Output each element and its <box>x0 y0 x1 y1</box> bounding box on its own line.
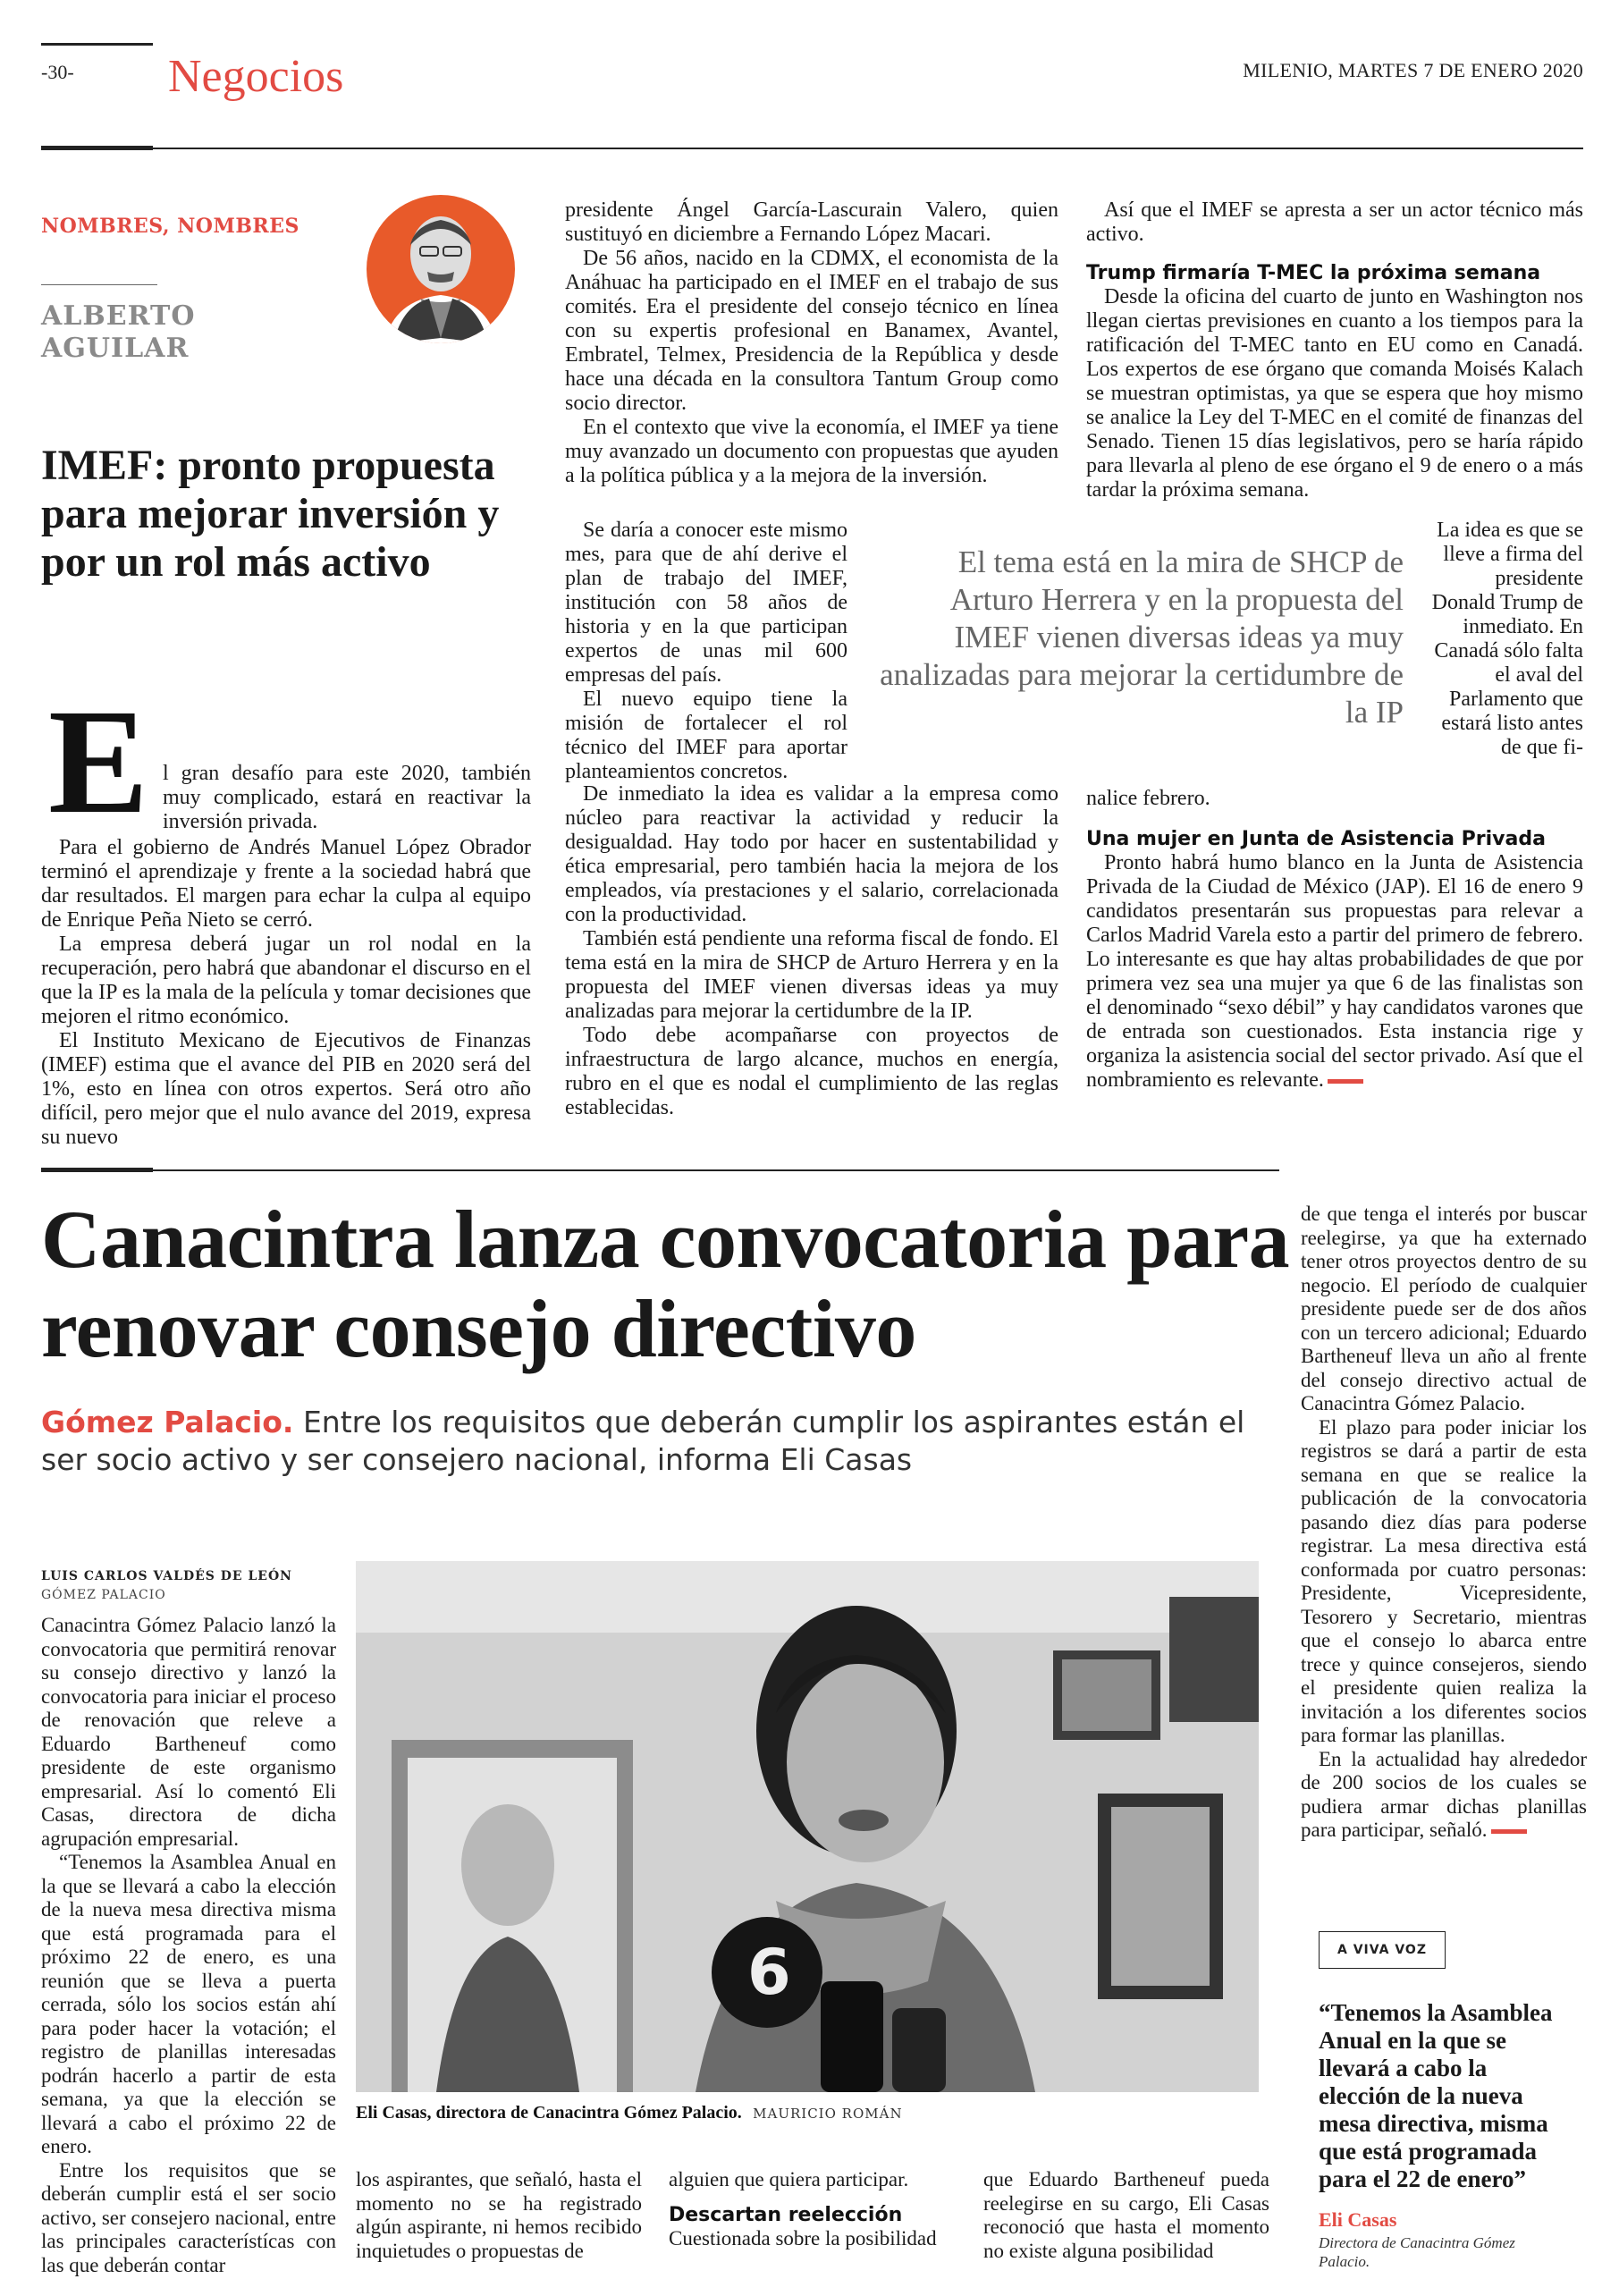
photo-credit: MAURICIO ROMÁN <box>753 2106 903 2122</box>
paragraph: También está pendiente una reforma fiscal de fondo. El tema está en la mira de SHCP de Arturo Herrera y en la propuesta del IMEF vienen diversas ideas ya muy analizadas para mejorar la certidumbre de la IP. <box>565 927 1058 1023</box>
column-col3-top <box>1086 198 1583 502</box>
viva-voz-role: Directora de Canacintra Gómez Palacio. <box>1319 2234 1515 2270</box>
column-col3-bottom <box>1086 787 1583 1093</box>
paragraph: Todo debe acompañarse con proyectos de infraestructura de largo alcance, muchos en energía, rubro en el que es nodal el cumplimiento de las reglas establecidas. <box>565 1024 1058 1119</box>
column-col3-narrow <box>1429 519 1583 760</box>
paragraph: Para el gobierno de Andrés Manuel López Obrador terminó el aprendizaje y frente a la sociedad habrá que dar resultados. El margen para echar la culpa al equipo de Enrique Peña Nieto se cerró. <box>41 836 531 932</box>
paragraph: Desde la oficina del cuarto de junto en Washington nos llegan ciertas previsiones en cuanto a los tiempos para la ratificación del T-MEC tanto en EU como en Canadá. Los expertos de ese órgano que comanda Moisés Kalach se muestran optimistas, ya que se espera que hoy mismo se analice la Ley del T-MEC en el comité de finanzas del Senado. Tienen 15 días legislativos, pero se haría rápido para llevarla al pleno de ese órgano el 9 de enero o a más tardar la próxima semana. <box>1086 285 1583 502</box>
paragraph-text: Pronto habrá humo blanco en la Junta de Asistencia Privada de la Ciudad de México (JAP). El 16 de enero 9 candidatos presentarán sus propuestas para relevar a Carlos Madrid Varela esto a partir del primero de febrero. Lo interesante es que hay altas probabilidades de que por primera vez sea una mujer ya que 6 de las finalistas son el denominado “sexo débil” y hay candidatos varones que de entrada son cuestionados. Esta instancia rige y organiza la asistencia social del sector privado. Así que el nombramiento es relevante. <box>1086 851 1583 1092</box>
pull-quote: El tema está en la mira de SHCP de Arturo Herrera y en la propuesta del IMEF vienen diversas ideas ya muy analizadas para mejorar la certidumbre de la IP <box>880 544 1404 730</box>
paragraph: Canacintra Gómez Palacio lanzó la convocatoria que permitirá renovar su consejo directivo y lanzó la convocatoria para iniciar el proceso de renovación que releve a Eduardo Bartheneuf como presidente de este organismo empresarial. Así lo comentó Eli Casas, directora de dicha agrupación empresarial. <box>41 1614 336 1850</box>
dek-text: Entre los requisitos que deberán cumplir los aspirantes están el ser socio activo y ser consejero nacional, informa Eli Casas <box>41 1405 1245 1477</box>
paragraph: alguien que quiera participar. <box>669 2168 909 2190</box>
drop-cap: E <box>48 679 149 845</box>
story-col3 <box>669 2168 957 2250</box>
story-col1 <box>41 1614 336 2277</box>
viva-voz-name: Eli Casas <box>1319 2208 1397 2231</box>
svg-text:6: 6 <box>747 1936 791 2009</box>
paragraph: l gran desafío para este 2020, también muy complicado, estará en reactivar la inversión privada. <box>163 762 531 833</box>
subhead-reeleccion: Descartan reelección <box>669 2203 903 2226</box>
paragraph: De 56 años, nacido en la CDMX, el economista de la Anáhuac ha participado en el IMEF en el trabajo de sus comités. Era el presidente del consejo técnico en línea con su expertis profesional en Banamex, Avantel, Embratel, Telmex, Presidencia de la República y desde hace una década en la consultora Tantum Group como socio director. <box>565 247 1058 415</box>
author-last: AGUILAR <box>41 333 190 364</box>
paragraph: presidente Ángel García-Lascurain Valero, quien sustituyó en diciembre a Fernando López Macari. <box>565 198 1058 246</box>
column-col1-lead <box>163 762 531 834</box>
paragraph <box>1086 851 1583 1093</box>
paragraph <box>1301 1748 1587 1843</box>
column-headline: IMEF: pronto propuesta para mejorar inversión y por un rol más activo <box>41 442 500 586</box>
end-mark <box>1328 1079 1363 1084</box>
header-rule-short <box>41 43 153 46</box>
viva-voz-quote: “Tenemos la Asamblea Anual en la que se llevará a cabo la elección de la nueva mesa directiva, misma que está programada para el 22 de enero” <box>1319 1999 1553 2192</box>
paragraph: Entre los requisitos que se deberán cumplir está el ser socio activo, ser consejero nacional, entre las principales característícas con las que deberán contar <box>41 2158 336 2276</box>
subhead-tmec: Trump firmaría T-MEC la próxima semana <box>1086 262 1541 284</box>
subhead-jap: Una mujer en Junta de Asistencia Privada <box>1086 828 1546 850</box>
column-col2-narrow <box>565 519 847 784</box>
story-photo <box>356 1561 1259 2092</box>
story-col4 <box>983 2168 1269 2263</box>
masthead-date: MILENIO, MARTES 7 DE ENERO 2020 <box>1243 59 1583 81</box>
paragraph: La empresa deberá jugar un rol nodal en la recuperación, pero habrá que abandonar el discurso en el que la IP es la mala de la película y tomar decisiones que mejoren el ritmo económico. <box>41 933 531 1028</box>
paragraph: El plazo para poder iniciar los registros se dará a partir de esta semana en que se realice la publicación de la convocatoria pasando diez días para poderse registrar. La mesa directiva está conformada por cuatro personas: Presidente, Vicepresidente, Tesorero y Secretario, mientras que el consejo lo abarca entre trece y quince consejeros, siendo el presidente quien realiza la invitación a los diferentes socios para formar las planillas. <box>1301 1415 1587 1746</box>
paragraph: los aspirantes, que señaló, hasta el momento no se ha registrado algún aspirante, ni hemos recibido inquietudes o propuestas de <box>356 2168 642 2262</box>
header-rule-short-bottom <box>41 146 153 150</box>
paragraph: que Eduardo Bartheneuf pueda reelegirse en su cargo, Eli Casas reconoció que hasta el momento no existe alguna posibilidad <box>983 2168 1269 2262</box>
photo-illustration <box>356 1561 1259 2092</box>
paragraph: “Tenemos la Asamblea Anual en la que se llevará a cabo la elección de la nueva mesa directiva misma que está programada para el próximo 22 de enero, es una reunión que se lleva a puerta cerrada, sólo los socios están ahí para poder hacer la votación; el registro de planillas interesadas podrán hacerlo a partir de esta semana, ya que la elección se llevará a cabo el próximo 22 de enero. <box>41 1851 336 2157</box>
story-side-col <box>1301 1203 1587 1843</box>
story-top-rule <box>41 1169 1279 1171</box>
story-dek <box>41 1404 1279 1479</box>
paragraph: Se daría a conocer este mismo mes, para que de ahí derive el plan de trabajo del IMEF, institución con 58 años de historia y en la que participan expertos de unas mil 600 empresas del país. <box>565 519 847 687</box>
column-col2-bottom <box>565 782 1058 1120</box>
paragraph-text: En la actualidad hay alrededor de 200 socios de los cuales se pudiera armar dichas planillas para participar, señaló. <box>1301 1747 1587 1841</box>
story-top-rule-short <box>41 1168 153 1172</box>
paragraph: El Instituto Mexicano de Ejecutivos de Finanzas (IMEF) estima que el avance del PIB en 2020 será del 1%, esto en línea con otros expertos. Será otro año difícil, pero mejor que el nulo avance del 2019, expresa su nuevo <box>41 1029 531 1149</box>
author-name <box>41 300 195 365</box>
viva-voz-label: A VIVA VOZ <box>1319 1931 1446 1969</box>
story-headline: Canacintra lanza convocatoria para renovar consejo directivo <box>41 1194 1290 1374</box>
photo-caption-line <box>356 2101 1259 2123</box>
column-kicker: NOMBRES, NOMBRES <box>41 215 299 238</box>
page-number: -30- <box>41 61 74 83</box>
dek-place: Gómez Palacio. <box>41 1405 294 1439</box>
paragraph: De inmediato la idea es validar a la empresa como núcleo para reactivar la actividad y reducir la desigualdad. Hay todo por hacer en sustentabilidad y ética empresarial, pero también hacia la mejora de los empleados, vía prestaciones y el salario, correlacionada con la productividad. <box>565 782 1058 926</box>
paragraph: Así que el IMEF se apresta a ser un actor técnico más activo. <box>1086 198 1583 246</box>
author-portrait-illustration <box>367 195 515 343</box>
paragraph: de que tenga el interés por buscar reelegirse, ya que ha externado tener otros proyectos dentro de su negocio. El período de cualquier presidente puede ser de dos años con un tercero adicional; Eduardo Bartheneuf lleva un año al frente del consejo directivo actual de Canacintra Gómez Palacio. <box>1301 1203 1587 1414</box>
paragraph: nalice febrero. <box>1086 787 1210 810</box>
story-col2 <box>356 2168 642 2263</box>
paragraph: La idea es que se lleve a firma del presidente Donald Trump de inmediato. En Canadá sólo falta el aval del Parlamento que estará listo antes de que fi- <box>1431 519 1583 759</box>
dateline: GÓMEZ PALACIO <box>41 1588 166 1602</box>
header-rule-bottom <box>41 148 1583 149</box>
photo-caption: Eli Casas, directora de Canacintra Gómez Palacio. <box>356 2103 742 2123</box>
author-rule <box>41 284 157 285</box>
author-avatar <box>367 195 515 343</box>
paragraph: Cuestionada sobre la posibilidad <box>669 2226 937 2250</box>
section-title: Negocios <box>168 51 344 102</box>
author-first: ALBERTO <box>41 300 196 332</box>
column-col1 <box>41 836 531 1150</box>
paragraph: El nuevo equipo tiene la misión de fortalecer el rol técnico del IMEF para aportar planteamientos concretos. <box>565 688 847 783</box>
column-col2-top <box>565 198 1058 488</box>
end-mark <box>1491 1829 1527 1834</box>
paragraph: En el contexto que vive la economía, el IMEF ya tiene muy avanzado un documento con propuestas que ayuden a la política pública y a la mejora de la inversión. <box>565 416 1058 487</box>
byline: LUIS CARLOS VALDÉS DE LEÓN <box>41 1569 292 1583</box>
